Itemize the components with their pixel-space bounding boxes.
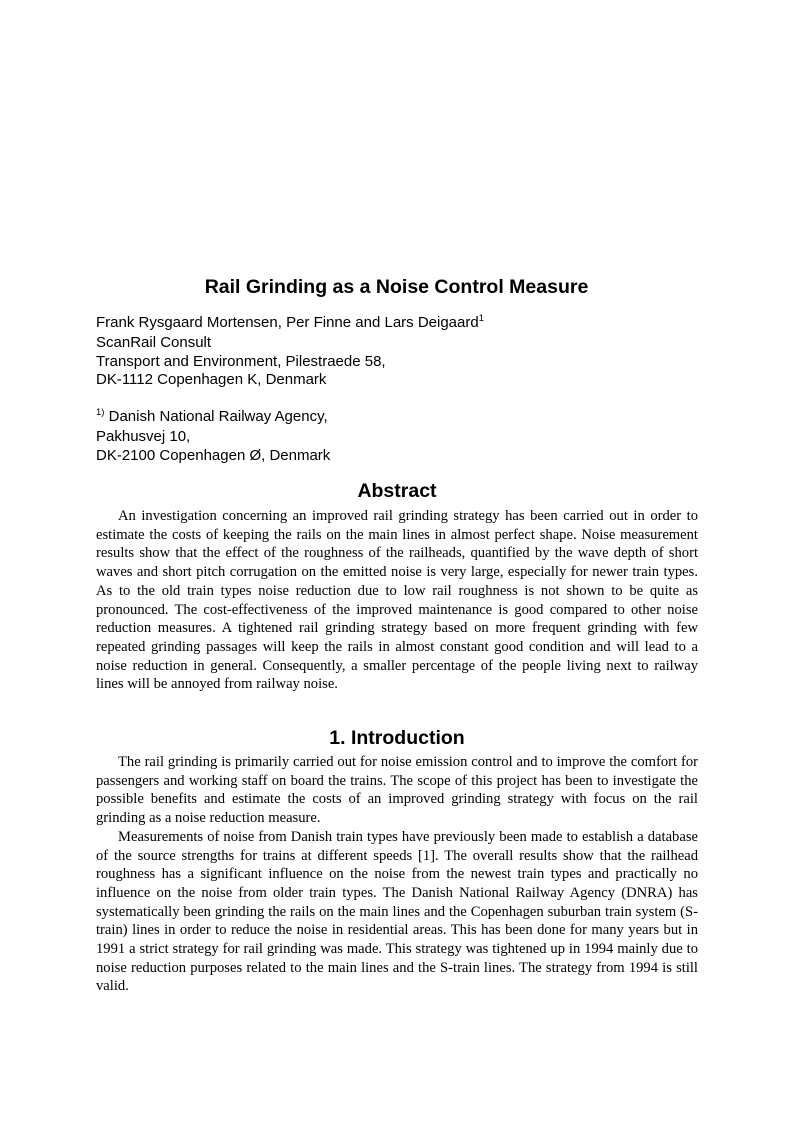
authors-line	[96, 314, 716, 334]
affiliation2-address2: DK-2100 Copenhagen Ø, Denmark	[96, 446, 331, 464]
affiliation2-address1: Pakhusvej 10,	[96, 428, 191, 446]
abstract-heading: Abstract	[357, 480, 437, 502]
abstract-paragraph: An investigation concerning an improved rail grinding strategy has been carried out in order to estimate the costs of keeping the rails on the main lines in almost perfect shape. Noise measurement results show that the effect of the roughness of the railheads, quantified by the wave depth of short waves and short pitch corrugation on the emitted noise is very large, especially for newer train types. As to the old train types noise reduction due to low rail roughness is not shown to be quite as pronounced. The cost-effectiveness of the improved maintenance is good compared to other noise reduction measures. A tightened rail grinding strategy based on more frequent grinding with few repeated grinding passages will keep the rails in almost constant good condition and will lead to a noise reduction in general. Consequently, a smaller percentage of the people living next to railway lines will be annoyed from railway noise.	[96, 508, 698, 693]
affiliation1-org: ScanRail Consult	[96, 334, 212, 352]
author-block	[96, 314, 716, 389]
abstract-body	[96, 507, 698, 694]
paper-title: Rail Grinding as a Noise Control Measure	[204, 276, 589, 298]
affiliation2-line1	[96, 408, 716, 428]
introduction-body	[96, 753, 698, 996]
introduction-heading: 1. Introduction	[329, 727, 465, 749]
authors-names: Frank Rysgaard Mortensen, Per Finne and Lars Deigaard	[96, 314, 479, 331]
authors-footnote-mark: 1	[478, 313, 484, 324]
affiliation2-org: Danish National Railway Agency,	[108, 408, 328, 425]
affiliation1-address2: DK-1112 Copenhagen K, Denmark	[96, 370, 327, 388]
introduction-paragraph-1: The rail grinding is primarily carried out for noise emission control and to improve the comfort for passengers and working staff on board the trains. The scope of this project has been to investigate the possible benefits and estimate the costs of an improved grinding strategy with focus on the rail grinding as a noise reduction measure.	[96, 754, 698, 827]
affiliation2-mark: 1)	[96, 407, 105, 418]
introduction-paragraph-2: Measurements of noise from Danish train types have previously been made to establish a database of the source strengths for trains at different speeds [1]. The overall results show that the railhead roughness has a significant influence on the noise from the newest train types and practically no influence on the noise from older train types. The Danish National Railway Agency (DNRA) has systematically been grinding the rails on the main lines and the Copenhagen suburban train system (S-train) lines in order to reduce the noise in residential areas. This has been done for many years but in 1991 a strict strategy for rail grinding was made. This strategy was tightened up in 1994 mainly due to noise reduction purposes related to the main lines and the S-train lines. The strategy from 1994 is still valid.	[96, 828, 698, 995]
affiliation1-address1: Transport and Environment, Pilestraede 58,	[96, 352, 386, 370]
affiliation2-block	[96, 408, 716, 465]
